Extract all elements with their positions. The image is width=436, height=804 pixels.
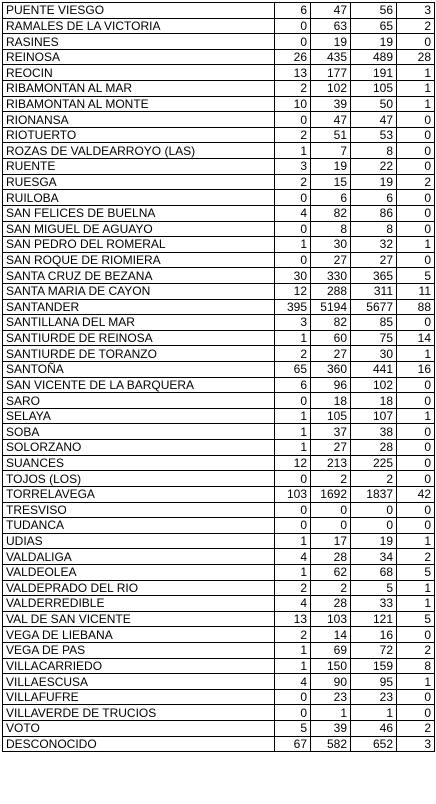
value-cell-2: 39: [311, 721, 351, 737]
value-cell-2: 30: [311, 237, 351, 253]
value-cell-3: 30: [351, 346, 397, 362]
table-row: [3, 658, 435, 674]
value-cell-3: 19: [351, 34, 397, 50]
value-cell-1: 2: [275, 580, 311, 596]
table-row: [3, 205, 435, 221]
value-cell-3: 489: [351, 49, 397, 65]
value-cell-4: 1: [397, 596, 435, 612]
value-cell-3: 75: [351, 330, 397, 346]
table-row: [3, 705, 435, 721]
value-cell-4: 1: [397, 580, 435, 596]
value-cell-4: 0: [397, 440, 435, 456]
value-cell-1: 6: [275, 377, 311, 393]
value-cell-2: 150: [311, 658, 351, 674]
table-row: [3, 580, 435, 596]
municipality-cell: SARO: [3, 393, 275, 409]
value-cell-1: 0: [275, 471, 311, 487]
value-cell-1: 30: [275, 268, 311, 284]
value-cell-2: 18: [311, 393, 351, 409]
table-row: [3, 237, 435, 253]
municipality-cell: SAN MIGUEL DE AGUAYO: [3, 221, 275, 237]
value-cell-4: 0: [397, 143, 435, 159]
value-cell-4: 5: [397, 268, 435, 284]
value-cell-1: 0: [275, 502, 311, 518]
value-cell-3: 32: [351, 237, 397, 253]
value-cell-3: 105: [351, 81, 397, 97]
value-cell-1: 5: [275, 721, 311, 737]
value-cell-4: 0: [397, 471, 435, 487]
value-cell-4: 1: [397, 674, 435, 690]
value-cell-4: 0: [397, 34, 435, 50]
municipality-cell: RIOTUERTO: [3, 127, 275, 143]
value-cell-2: 28: [311, 596, 351, 612]
value-cell-1: 0: [275, 112, 311, 128]
municipality-cell: RUILOBA: [3, 190, 275, 206]
value-cell-4: 1: [397, 81, 435, 97]
value-cell-4: 0: [397, 393, 435, 409]
value-cell-3: 441: [351, 362, 397, 378]
table-row: [3, 393, 435, 409]
value-cell-1: 1: [275, 533, 311, 549]
value-cell-2: 47: [311, 112, 351, 128]
value-cell-4: 0: [397, 112, 435, 128]
municipality-cell: SANTIURDE DE TORANZO: [3, 346, 275, 362]
table-row: [3, 283, 435, 299]
value-cell-4: 0: [397, 518, 435, 534]
value-cell-4: 28: [397, 49, 435, 65]
table-row: [3, 252, 435, 268]
value-cell-2: 213: [311, 455, 351, 471]
value-cell-4: 1: [397, 408, 435, 424]
value-cell-3: 47: [351, 112, 397, 128]
value-cell-2: 0: [311, 502, 351, 518]
value-cell-2: 96: [311, 377, 351, 393]
value-cell-1: 103: [275, 486, 311, 502]
table-row: [3, 721, 435, 737]
value-cell-4: 0: [397, 455, 435, 471]
value-cell-1: 0: [275, 393, 311, 409]
value-cell-2: 2: [311, 471, 351, 487]
table-row: [3, 221, 435, 237]
table-row: [3, 96, 435, 112]
value-cell-2: 8: [311, 221, 351, 237]
value-cell-2: 17: [311, 533, 351, 549]
municipality-cell: VALDEPRADO DEL RIO: [3, 580, 275, 596]
value-cell-1: 12: [275, 283, 311, 299]
value-cell-1: 0: [275, 705, 311, 721]
value-cell-4: 11: [397, 283, 435, 299]
table-row: [3, 190, 435, 206]
value-cell-1: 2: [275, 627, 311, 643]
value-cell-3: 121: [351, 611, 397, 627]
value-cell-3: 50: [351, 96, 397, 112]
value-cell-2: 39: [311, 96, 351, 112]
value-cell-3: 0: [351, 502, 397, 518]
value-cell-3: 191: [351, 65, 397, 81]
municipality-cell: VILLAFUFRE: [3, 689, 275, 705]
municipality-cell: UDIAS: [3, 533, 275, 549]
value-cell-1: 0: [275, 518, 311, 534]
table-row: [3, 674, 435, 690]
value-cell-2: 27: [311, 252, 351, 268]
municipality-cell: VILLAVERDE DE TRUCIOS: [3, 705, 275, 721]
value-cell-4: 0: [397, 221, 435, 237]
value-cell-1: 0: [275, 221, 311, 237]
value-cell-3: 23: [351, 689, 397, 705]
value-cell-3: 107: [351, 408, 397, 424]
value-cell-2: 1692: [311, 486, 351, 502]
value-cell-3: 33: [351, 596, 397, 612]
value-cell-3: 365: [351, 268, 397, 284]
table-row: [3, 268, 435, 284]
value-cell-3: 1: [351, 705, 397, 721]
municipality-cell: VALDERREDIBLE: [3, 596, 275, 612]
value-cell-1: 4: [275, 549, 311, 565]
value-cell-1: 1: [275, 237, 311, 253]
municipality-cell: VILLACARRIEDO: [3, 658, 275, 674]
table-row: [3, 65, 435, 81]
value-cell-3: 86: [351, 205, 397, 221]
table-row: [3, 471, 435, 487]
table-row: [3, 549, 435, 565]
value-cell-2: 23: [311, 689, 351, 705]
value-cell-3: 652: [351, 736, 397, 752]
value-cell-1: 12: [275, 455, 311, 471]
municipality-cell: VALDEOLEA: [3, 564, 275, 580]
value-cell-4: 0: [397, 205, 435, 221]
value-cell-3: 22: [351, 159, 397, 175]
value-cell-3: 18: [351, 393, 397, 409]
table-row: [3, 455, 435, 471]
value-cell-4: 5: [397, 611, 435, 627]
value-cell-4: 1: [397, 96, 435, 112]
table-row: [3, 424, 435, 440]
municipality-cell: SANTA CRUZ DE BEZANA: [3, 268, 275, 284]
municipality-cell: REOCIN: [3, 65, 275, 81]
value-cell-3: 102: [351, 377, 397, 393]
value-cell-3: 38: [351, 424, 397, 440]
table-row: [3, 596, 435, 612]
municipality-cell: RIONANSA: [3, 112, 275, 128]
table-row: [3, 143, 435, 159]
value-cell-1: 2: [275, 174, 311, 190]
value-cell-4: 42: [397, 486, 435, 502]
municipality-cell: RIBAMONTAN AL MONTE: [3, 96, 275, 112]
value-cell-2: 102: [311, 81, 351, 97]
table-row: [3, 627, 435, 643]
value-cell-2: 288: [311, 283, 351, 299]
value-cell-4: 2: [397, 549, 435, 565]
value-cell-2: 5194: [311, 299, 351, 315]
value-cell-3: 28: [351, 440, 397, 456]
municipality-cell: RUENTE: [3, 159, 275, 175]
table-body: [3, 3, 435, 752]
value-cell-4: 0: [397, 315, 435, 331]
value-cell-2: 582: [311, 736, 351, 752]
municipality-cell: SOLORZANO: [3, 440, 275, 456]
municipality-cell: TOJOS (LOS): [3, 471, 275, 487]
value-cell-1: 0: [275, 18, 311, 34]
value-cell-1: 2: [275, 127, 311, 143]
municipality-cell: SANTILLANA DEL MAR: [3, 315, 275, 331]
value-cell-3: 1837: [351, 486, 397, 502]
table-row: [3, 315, 435, 331]
value-cell-1: 2: [275, 346, 311, 362]
value-cell-2: 82: [311, 315, 351, 331]
table-row: [3, 611, 435, 627]
table-row: [3, 18, 435, 34]
table-row: [3, 3, 435, 19]
value-cell-1: 10: [275, 96, 311, 112]
municipality-cell: RASINES: [3, 34, 275, 50]
value-cell-2: 7: [311, 143, 351, 159]
municipality-cell: VOTO: [3, 721, 275, 737]
table-row: [3, 564, 435, 580]
municipality-cell: RAMALES DE LA VICTORIA: [3, 18, 275, 34]
value-cell-2: 2: [311, 580, 351, 596]
value-cell-1: 1: [275, 658, 311, 674]
municipality-cell: SAN PEDRO DEL ROMERAL: [3, 237, 275, 253]
value-cell-2: 15: [311, 174, 351, 190]
table-row: [3, 330, 435, 346]
value-cell-2: 28: [311, 549, 351, 565]
value-cell-4: 1: [397, 533, 435, 549]
value-cell-2: 103: [311, 611, 351, 627]
table-row: [3, 377, 435, 393]
value-cell-3: 85: [351, 315, 397, 331]
value-cell-3: 16: [351, 627, 397, 643]
value-cell-4: 1: [397, 237, 435, 253]
value-cell-3: 5: [351, 580, 397, 596]
value-cell-4: 3: [397, 3, 435, 19]
value-cell-4: 0: [397, 127, 435, 143]
municipality-cell: PUENTE VIESGO: [3, 3, 275, 19]
value-cell-4: 14: [397, 330, 435, 346]
municipality-cell: REINOSA: [3, 49, 275, 65]
value-cell-4: 0: [397, 424, 435, 440]
value-cell-3: 2: [351, 471, 397, 487]
value-cell-1: 26: [275, 49, 311, 65]
value-cell-2: 6: [311, 190, 351, 206]
table-row: [3, 689, 435, 705]
value-cell-2: 62: [311, 564, 351, 580]
value-cell-1: 395: [275, 299, 311, 315]
table-row: [3, 362, 435, 378]
value-cell-2: 63: [311, 18, 351, 34]
municipality-cell: VILLAESCUSA: [3, 674, 275, 690]
value-cell-3: 225: [351, 455, 397, 471]
table-row: [3, 34, 435, 50]
value-cell-1: 0: [275, 252, 311, 268]
value-cell-4: 0: [397, 689, 435, 705]
value-cell-2: 105: [311, 408, 351, 424]
value-cell-4: 0: [397, 705, 435, 721]
value-cell-2: 330: [311, 268, 351, 284]
value-cell-2: 82: [311, 205, 351, 221]
municipality-cell: SANTANDER: [3, 299, 275, 315]
value-cell-3: 0: [351, 518, 397, 534]
municipality-cell: SUANCES: [3, 455, 275, 471]
table-row: [3, 486, 435, 502]
value-cell-2: 14: [311, 627, 351, 643]
value-cell-4: 88: [397, 299, 435, 315]
value-cell-2: 435: [311, 49, 351, 65]
value-cell-1: 67: [275, 736, 311, 752]
value-cell-3: 72: [351, 642, 397, 658]
value-cell-3: 159: [351, 658, 397, 674]
value-cell-1: 3: [275, 159, 311, 175]
value-cell-3: 8: [351, 143, 397, 159]
value-cell-1: 1: [275, 440, 311, 456]
value-cell-1: 2: [275, 81, 311, 97]
table-row: [3, 81, 435, 97]
value-cell-4: 3: [397, 736, 435, 752]
value-cell-1: 1: [275, 143, 311, 159]
municipality-cell: SAN VICENTE DE LA BARQUERA: [3, 377, 275, 393]
value-cell-2: 90: [311, 674, 351, 690]
value-cell-3: 46: [351, 721, 397, 737]
municipality-cell: SANTIURDE DE REINOSA: [3, 330, 275, 346]
value-cell-3: 19: [351, 533, 397, 549]
value-cell-1: 1: [275, 408, 311, 424]
value-cell-1: 13: [275, 611, 311, 627]
municipality-cell: VEGA DE LIEBANA: [3, 627, 275, 643]
value-cell-2: 177: [311, 65, 351, 81]
municipality-cell: DESCONOCIDO: [3, 736, 275, 752]
value-cell-1: 3: [275, 315, 311, 331]
table-row: [3, 112, 435, 128]
table-row: [3, 159, 435, 175]
value-cell-4: 0: [397, 627, 435, 643]
value-cell-3: 311: [351, 283, 397, 299]
municipality-cell: TUDANCA: [3, 518, 275, 534]
value-cell-1: 13: [275, 65, 311, 81]
value-cell-3: 6: [351, 190, 397, 206]
value-cell-1: 4: [275, 596, 311, 612]
municipality-cell: RIBAMONTAN AL MAR: [3, 81, 275, 97]
municipality-cell: SANTA MARIA DE CAYON: [3, 283, 275, 299]
municipality-cell: ROZAS DE VALDEARROYO (LAS): [3, 143, 275, 159]
municipality-cell: VAL DE SAN VICENTE: [3, 611, 275, 627]
value-cell-3: 5677: [351, 299, 397, 315]
municipality-cell: TORRELAVEGA: [3, 486, 275, 502]
value-cell-4: 5: [397, 564, 435, 580]
municipality-cell: VALDALIGA: [3, 549, 275, 565]
value-cell-3: 68: [351, 564, 397, 580]
value-cell-4: 8: [397, 658, 435, 674]
value-cell-1: 4: [275, 205, 311, 221]
value-cell-2: 360: [311, 362, 351, 378]
table-row: [3, 127, 435, 143]
value-cell-3: 8: [351, 221, 397, 237]
value-cell-1: 0: [275, 689, 311, 705]
value-cell-2: 19: [311, 159, 351, 175]
table-row: [3, 736, 435, 752]
value-cell-1: 1: [275, 564, 311, 580]
table-row: [3, 518, 435, 534]
data-table: [2, 2, 435, 752]
municipality-cell: VEGA DE PAS: [3, 642, 275, 658]
value-cell-4: 16: [397, 362, 435, 378]
table-row: [3, 440, 435, 456]
value-cell-1: 1: [275, 642, 311, 658]
table-row: [3, 408, 435, 424]
value-cell-1: 4: [275, 674, 311, 690]
value-cell-3: 34: [351, 549, 397, 565]
value-cell-2: 37: [311, 424, 351, 440]
value-cell-3: 19: [351, 174, 397, 190]
municipality-cell: TRESVISO: [3, 502, 275, 518]
table-row: [3, 49, 435, 65]
value-cell-2: 0: [311, 518, 351, 534]
municipality-cell: SAN FELICES DE BUELNA: [3, 205, 275, 221]
value-cell-4: 0: [397, 190, 435, 206]
value-cell-4: 0: [397, 159, 435, 175]
value-cell-2: 69: [311, 642, 351, 658]
value-cell-2: 1: [311, 705, 351, 721]
value-cell-2: 27: [311, 346, 351, 362]
value-cell-4: 2: [397, 721, 435, 737]
municipality-cell: SELAYA: [3, 408, 275, 424]
municipality-cell: SOBA: [3, 424, 275, 440]
value-cell-1: 6: [275, 3, 311, 19]
value-cell-2: 27: [311, 440, 351, 456]
table-row: [3, 502, 435, 518]
value-cell-4: 2: [397, 18, 435, 34]
value-cell-3: 56: [351, 3, 397, 19]
table-row: [3, 174, 435, 190]
value-cell-4: 0: [397, 502, 435, 518]
table-row: [3, 533, 435, 549]
table-row: [3, 299, 435, 315]
value-cell-3: 65: [351, 18, 397, 34]
municipality-cell: SANTOÑA: [3, 362, 275, 378]
value-cell-2: 60: [311, 330, 351, 346]
value-cell-1: 0: [275, 190, 311, 206]
value-cell-1: 1: [275, 424, 311, 440]
value-cell-4: 2: [397, 642, 435, 658]
value-cell-1: 65: [275, 362, 311, 378]
value-cell-2: 19: [311, 34, 351, 50]
value-cell-4: 1: [397, 346, 435, 362]
table-row: [3, 642, 435, 658]
value-cell-2: 51: [311, 127, 351, 143]
value-cell-3: 95: [351, 674, 397, 690]
value-cell-3: 27: [351, 252, 397, 268]
value-cell-2: 47: [311, 3, 351, 19]
value-cell-3: 53: [351, 127, 397, 143]
municipality-cell: RUESGA: [3, 174, 275, 190]
value-cell-1: 0: [275, 34, 311, 50]
value-cell-4: 2: [397, 174, 435, 190]
municipality-cell: SAN ROQUE DE RIOMIERA: [3, 252, 275, 268]
value-cell-1: 1: [275, 330, 311, 346]
value-cell-4: 1: [397, 65, 435, 81]
table-row: [3, 346, 435, 362]
value-cell-4: 0: [397, 377, 435, 393]
value-cell-4: 0: [397, 252, 435, 268]
